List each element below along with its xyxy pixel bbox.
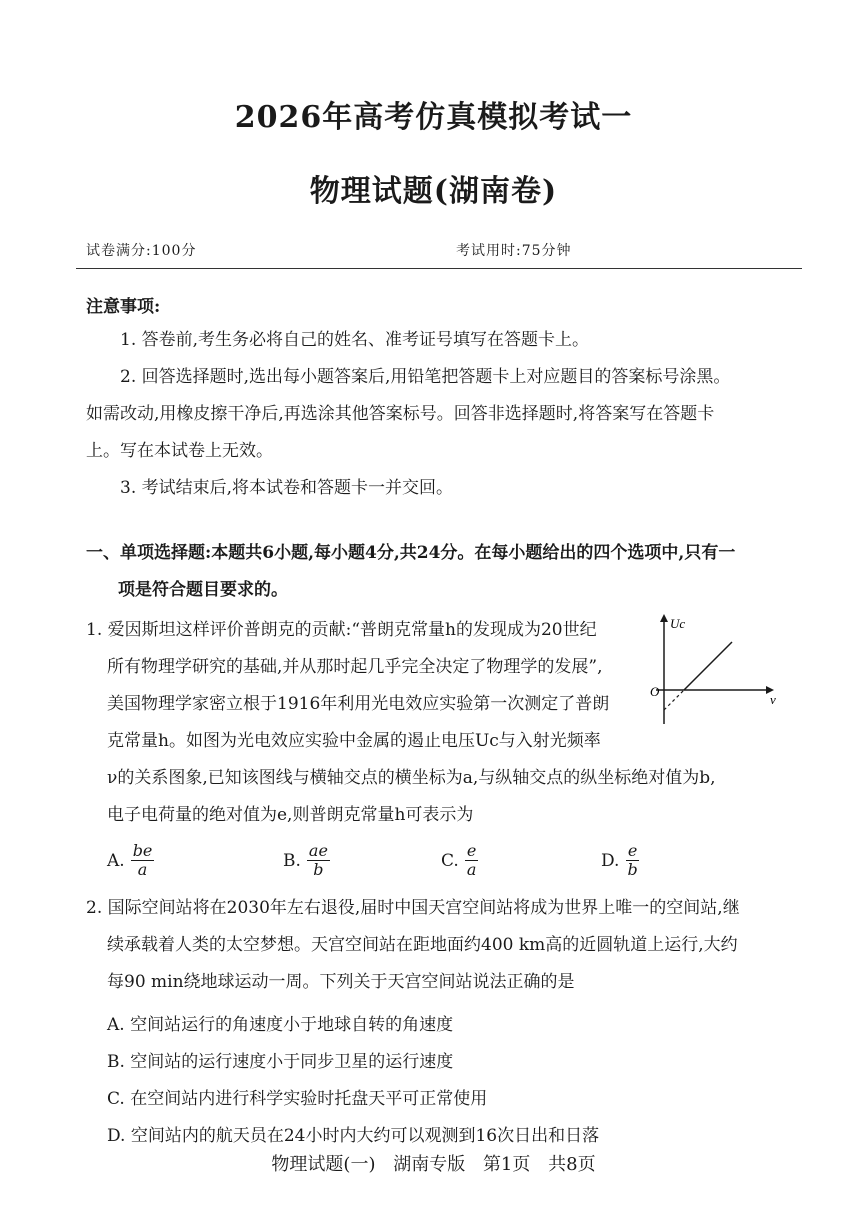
option-label: A. [107,850,125,871]
option-d[interactable] [601,842,640,879]
option-fraction [131,842,155,879]
exam-title: 2026年高考仿真模拟考试一 [234,100,633,135]
fraction-numerator: e [466,841,477,860]
note-item: 上。写在本试卷上无效。 [86,441,273,461]
question-line: 每90 min绕地球运动一周。下列关于天宫空间站说法正确的是 [107,972,575,992]
option-b[interactable]: B. 空间站的运行速度小于同步卫星的运行速度 [107,1052,454,1072]
fraction-numerator: be [132,841,153,860]
option-b[interactable] [283,842,330,879]
question-line: 2. 国际空间站将在2030年左右退役,届时中国天宫空间站将成为世界上唯一的空间站,继 [86,898,740,918]
fraction-denominator: b [627,860,638,879]
section-heading [86,535,806,609]
option-fraction [625,842,639,879]
exam-time: 考试用时:75分钟 [456,243,572,259]
question-2 [86,890,806,1001]
question-1-continued [107,760,807,834]
uc-frequency-graph [650,612,780,730]
option-a[interactable]: A. 空间站运行的角速度小于地球自转的角速度 [107,1015,454,1035]
x-axis-label: ν [770,692,776,707]
y-axis-label: Uc [670,616,686,631]
note-item: 3. 考试结束后,将本试卷和答题卡一并交回。 [120,478,454,498]
option-c[interactable] [441,842,478,879]
fraction-denominator: a [466,860,477,879]
footer-subject: 物理试题(一) [271,1154,376,1175]
full-score: 试卷满分:100分 [86,243,197,259]
fraction-denominator: a [137,860,148,879]
y-axis-arrow [660,614,668,622]
graph-line-extension [664,690,684,710]
footer-page: 第1页 [482,1154,531,1175]
question-1 [86,612,636,760]
footer-total: 共8页 [548,1154,596,1175]
question-line: 克常量h。如图为光电效应实验中金属的遏止电压Uc与入射光频率 [107,731,601,751]
option-label: C. [441,850,459,871]
question-line: ν的关系图象,已知该图线与横轴交点的横坐标为a,与纵轴交点的纵坐标绝对值为b, [107,768,716,788]
fraction-denominator: b [313,860,324,879]
note-item: 1. 答卷前,考生务必将自己的姓名、准考证号填写在答题卡上。 [120,330,590,350]
fraction-numerator: ae [308,841,328,860]
section-heading-line: 一、单项选择题:本题共6小题,每小题4分,共24分。在每小题给出的四个选项中,只有一 [86,543,736,563]
option-label: D. [601,850,620,871]
question-line: 1. 爱因斯坦这样评价普朗克的贡献:“普朗克常量h的发现成为20世纪 [86,620,597,640]
question-line: 所有物理学研究的基础,并从那时起几乎完全决定了物理学的发展”, [107,657,603,677]
exam-subtitle: 物理试题(湖南卷) [309,174,558,209]
option-fraction [465,842,479,879]
question-line: 电子电荷量的绝对值为e,则普朗克常量h可表示为 [107,805,474,825]
option-a[interactable] [107,842,154,879]
note-item: 2. 回答选择题时,选出每小题答案后,用铅笔把答题卡上对应题目的答案标号涂黑。 [120,367,731,387]
page-footer [0,1150,867,1176]
notes-heading: 注意事项: [86,297,161,317]
question-line: 续承载着人类的太空梦想。天宫空间站在距地面约400 km高的近圆轨道上运行,大约 [107,935,738,955]
origin-label: O [650,684,660,699]
option-fraction [307,842,330,879]
option-d[interactable]: D. 空间站内的航天员在24小时内大约可以观测到16次日出和日落 [107,1126,600,1146]
note-item: 如需改动,用橡皮擦干净后,再选涂其他答案标号。回答非选择题时,将答案写在答题卡 [86,404,715,424]
question-line: 美国物理学家密立根于1916年利用光电效应实验第一次测定了普朗 [107,694,610,714]
graph-line [684,642,732,690]
section-heading-line: 项是符合题目要求的。 [118,580,288,600]
footer-edition: 湖南专版 [393,1154,466,1175]
fraction-numerator: e [627,841,638,860]
header-divider [76,268,802,269]
option-c[interactable]: C. 在空间站内进行科学实验时托盘天平可正常使用 [107,1089,488,1109]
option-label: B. [283,850,301,871]
